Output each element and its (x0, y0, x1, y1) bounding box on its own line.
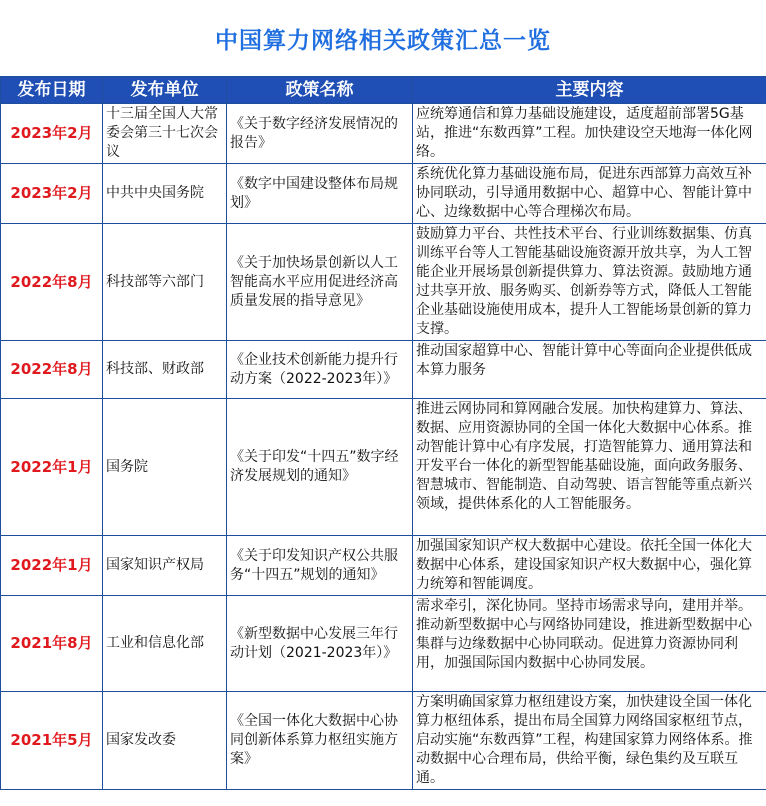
row-unit: 工业和信息化部 (103, 596, 227, 692)
table-row (1, 224, 766, 341)
policy-table (0, 76, 766, 790)
table-row (1, 341, 766, 399)
header-unit: 发布单位 (103, 77, 227, 104)
row-date: 2021年5月 (1, 692, 103, 790)
header-policy: 政策名称 (227, 77, 413, 104)
row-policy: 《关于印发“十四五”数字经济发展规划的通知》 (227, 399, 413, 536)
row-policy: 《企业技术创新能力提升行动方案（2022-2023年）》 (227, 341, 413, 399)
row-date: 2022年1月 (1, 536, 103, 596)
table-row (1, 536, 766, 596)
table-header-row (1, 77, 766, 104)
row-unit: 科技部等六部门 (103, 224, 227, 341)
row-date: 2021年8月 (1, 596, 103, 692)
row-unit: 中共中央国务院 (103, 164, 227, 224)
row-policy: 《关于数字经济发展情况的报告》 (227, 104, 413, 164)
row-content: 推动国家超算中心、智能计算中心等面向企业提供低成本算力服务 (413, 341, 766, 399)
row-content: 应统筹通信和算力基础设施建设，适度超前部署5G基站，推进“东数西算”工程。加快建设空天地海一体化网络。 (413, 104, 766, 164)
row-date: 2022年8月 (1, 341, 103, 399)
row-date: 2023年2月 (1, 164, 103, 224)
row-content: 鼓励算力平台、共性技术平台、行业训练数据集、仿真训练平台等人工智能基础设施资源开放共享，为人工智能企业开展场景创新提供算力、算法资源。鼓励地方通过共享开放、服务购买、创新券等方式，降低人工智能企业基础设施使用成本，提升人工智能场景创新的算力支撑。 (413, 224, 766, 341)
row-content: 方案明确国家算力枢纽建设方案，加快建设全国一体化算力枢纽体系，提出布局全国算力网络国家枢纽节点，启动实施“东数西算”工程，构建国家算力网络体系。推动数据中心合理布局，供给平衡，绿色集约及互联互通。 (413, 692, 766, 790)
table-row (1, 692, 766, 790)
table-row (1, 399, 766, 536)
row-policy: 《数字中国建设整体布局规划》 (227, 164, 413, 224)
row-content: 系统优化算力基础设施布局，促进东西部算力高效互补协同联动，引导通用数据中心、超算中心、智能计算中心、边缘数据中心等合理梯次布局。 (413, 164, 766, 224)
row-unit: 科技部、财政部 (103, 341, 227, 399)
row-unit: 国家知识产权局 (103, 536, 227, 596)
row-policy: 《关于加快场景创新以人工智能高水平应用促进经济高质量发展的指导意见》 (227, 224, 413, 341)
row-content: 需求牵引，深化协同。坚持市场需求导向，建用并举。推动新型数据中心与网络协同建设，推进新型数据中心集群与边缘数据中心协同联动。促进算力资源协同利用，加强国际国内数据中心协同发展。 (413, 596, 766, 692)
row-policy: 《全国一体化大数据中心协同创新体系算力枢纽实施方案》 (227, 692, 413, 790)
header-content: 主要内容 (413, 77, 766, 104)
row-unit: 十三届全国人大常委会第三十七次会议 (103, 104, 227, 164)
row-unit: 国家发改委 (103, 692, 227, 790)
row-policy: 《新型数据中心发展三年行动计划（2021-2023年）》 (227, 596, 413, 692)
page-title: 中国算力网络相关政策汇总一览 (215, 27, 551, 54)
table-row (1, 596, 766, 692)
table-row (1, 104, 766, 164)
row-date: 2022年8月 (1, 224, 103, 341)
row-date: 2022年1月 (1, 399, 103, 536)
row-content: 加强国家知识产权大数据中心建设。依托全国一体化大数据中心体系，建设国家知识产权大数据中心，强化算力统筹和智能调度。 (413, 536, 766, 596)
row-date: 2023年2月 (1, 104, 103, 164)
table-row (1, 164, 766, 224)
row-unit: 国务院 (103, 399, 227, 536)
header-date: 发布日期 (1, 77, 103, 104)
row-content: 推进云网协同和算网融合发展。加快构建算力、算法、数据、应用资源协同的全国一体化大数据中心体系。推动智能计算中心有序发展，打造智能算力、通用算法和开发平台一体化的新型智能基础设施，面向政务服务、智慧城市、智能制造、自动驾驶、语言智能等重点新兴领域，提供体系化的人工智能服务。 (413, 399, 766, 536)
row-policy: 《关于印发知识产权公共服务“十四五”规划的通知》 (227, 536, 413, 596)
